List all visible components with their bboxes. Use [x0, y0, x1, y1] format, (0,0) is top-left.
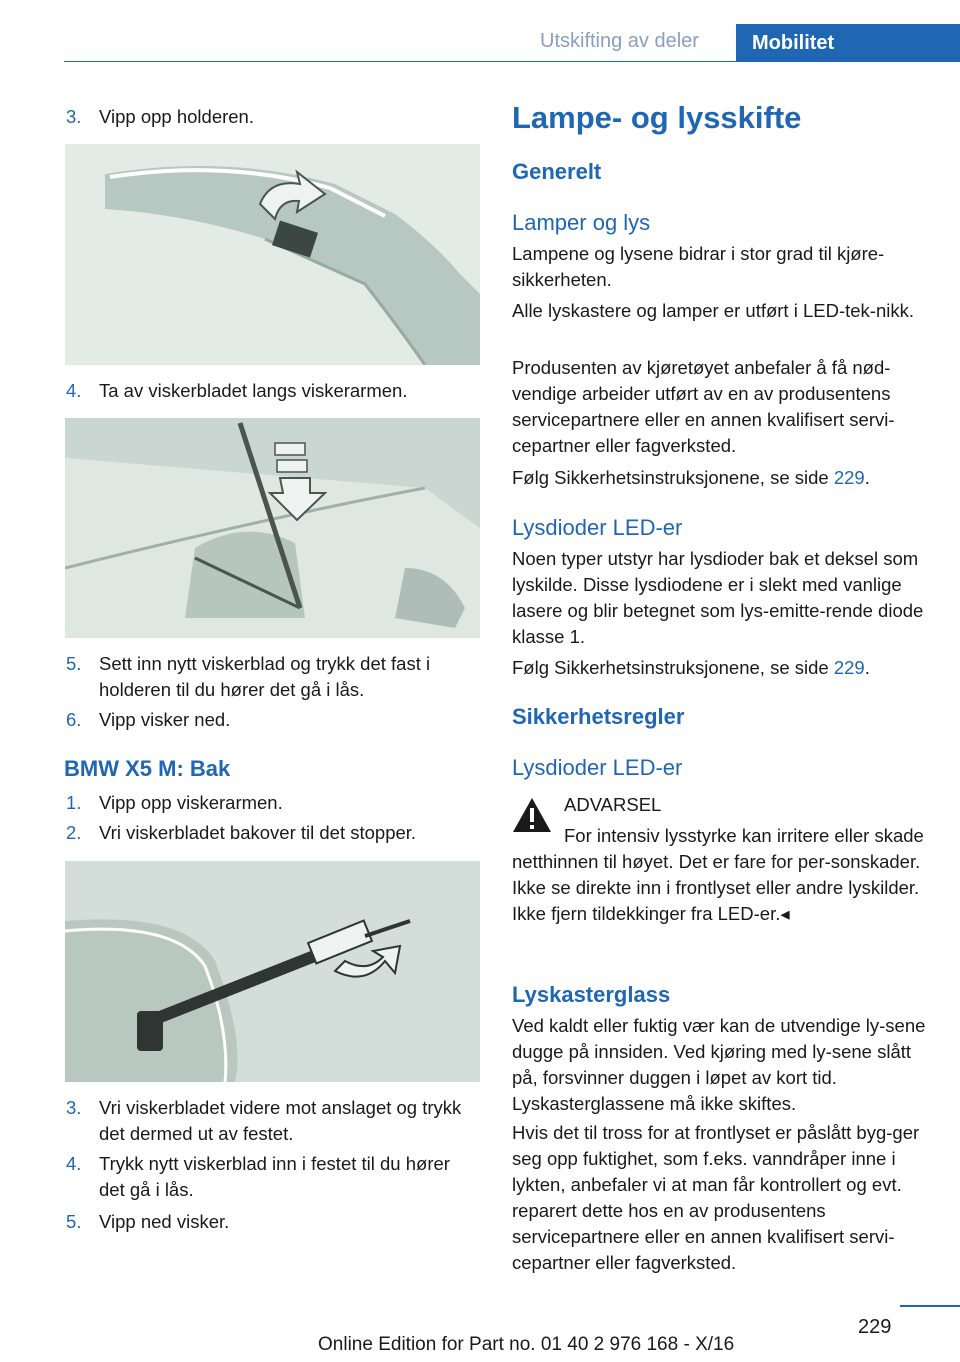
- page-title: Lampe- og lysskifte: [512, 100, 802, 135]
- step-number: 1.: [66, 792, 82, 813]
- reference-text: Følg Sikkerhetsinstruksjonene, se side: [512, 657, 834, 678]
- warning-label: ADVARSEL: [564, 794, 662, 815]
- section-heading-bak: BMW X5 M: Bak: [64, 756, 231, 781]
- page-link[interactable]: 229: [833, 467, 865, 488]
- heading-lamper-og-lys: Lamper og lys: [512, 210, 651, 235]
- reference-end: .: [864, 657, 870, 678]
- step-text: Vri viskerbladet videre mot anslaget og trykk det dermed ut av festet.: [99, 1097, 462, 1144]
- step-number: 5.: [66, 1211, 82, 1232]
- paragraph: Alle lyskastere og lamper er utført i LED-tek-nikk.: [512, 300, 914, 321]
- rear-wiper-figure: [65, 861, 480, 1082]
- step-number: 3.: [66, 106, 82, 127]
- paragraph-reference: [512, 655, 926, 681]
- step-number: 5.: [66, 653, 82, 674]
- header-chapter-tab: Mobilitet: [736, 24, 960, 62]
- step-text: Vri viskerbladet bakover til det stopper.: [99, 822, 417, 843]
- page-link[interactable]: 229: [833, 657, 865, 678]
- step-number: 3.: [66, 1097, 82, 1118]
- header-rule: [64, 61, 960, 62]
- reference-end: .: [864, 467, 870, 488]
- wiper-holder-figure: [65, 144, 480, 365]
- heading-sikkerhetsregler: Sikkerhetsregler: [512, 704, 685, 729]
- step-number: 4.: [66, 380, 82, 401]
- step-text: Ta av viskerbladet langs viskerarmen.: [99, 380, 408, 401]
- header-section-title: Utskifting av deler: [540, 30, 699, 52]
- wiper-arm-figure: [65, 418, 480, 638]
- page-number: 229: [858, 1316, 892, 1338]
- paragraph: Ved kaldt eller fuktig vær kan de utvendige ly-sene dugge på innsiden. Ved kjøring med ly-sene slått på, forsvinner duggen i løpet av kort tid. Lyskasterglassene må ikke skiftes.: [512, 1015, 926, 1114]
- step-number: 2.: [66, 822, 82, 843]
- reference-text: Følg Sikkerhetsinstruksjonene, se side: [512, 467, 834, 488]
- step-number: 6.: [66, 709, 82, 730]
- paragraph: Hvis det til tross for at frontlyset er påslått byg-ger seg opp fuktighet, som f.eks. vanndråper inne i lykten, anbefaler vi at man får kontrollert og evt. reparert dette hos en av produsentens servicepartnere eller en annen kvalifisert servi-cepartner eller fagverksted.: [512, 1122, 920, 1273]
- step-text: Vipp opp holderen.: [99, 106, 254, 127]
- step-number: 4.: [66, 1153, 82, 1174]
- step-text: Vipp opp viskerarmen.: [99, 792, 283, 813]
- heading-generelt: Generelt: [512, 159, 602, 184]
- warning-text: For intensiv lysstyrke kan irritere eller skade netthinnen til høyet. Det er fare for per-sonskader. Ikke se direkte inn i frontlyset eller andre lyskilder. Ikke fjern tildekkinger fra LED-er.◂: [512, 825, 924, 924]
- footer-rule: [900, 1305, 960, 1307]
- paragraph-reference: [512, 465, 926, 491]
- step-text: Sett inn nytt viskerblad og trykk det fast i holderen til du hører det gå i lås.: [99, 653, 431, 700]
- heading-lysdioder: Lysdioder LED-er: [512, 515, 683, 540]
- paragraph: Produsenten av kjøretøyet anbefaler å få nød-vendige arbeider utført av en av produsentens servicepartnere eller en annen kvalifisert servi-cepartner eller fagverksted.: [512, 357, 895, 456]
- heading-lysdioder-2: Lysdioder LED-er: [512, 755, 683, 780]
- step-text: Trykk nytt viskerblad inn i festet til du hører det gå i lås.: [99, 1153, 450, 1200]
- paragraph: Noen typer utstyr har lysdioder bak et deksel som lyskilde. Disse lysdiodene er i slekt med vanlige lasere og blir betegnet som lys-emitte-rende diode klasse 1.: [512, 548, 924, 647]
- edition-footer: Online Edition for Part no. 01 40 2 976 168 - X/16: [318, 1334, 735, 1355]
- step-text: Vipp ned visker.: [99, 1211, 230, 1232]
- step-text: Vipp visker ned.: [99, 709, 231, 730]
- heading-lyskasterglass: Lyskasterglass: [512, 982, 671, 1007]
- paragraph: Lampene og lysene bidrar i stor grad til kjøre-sikkerheten.: [512, 243, 885, 290]
